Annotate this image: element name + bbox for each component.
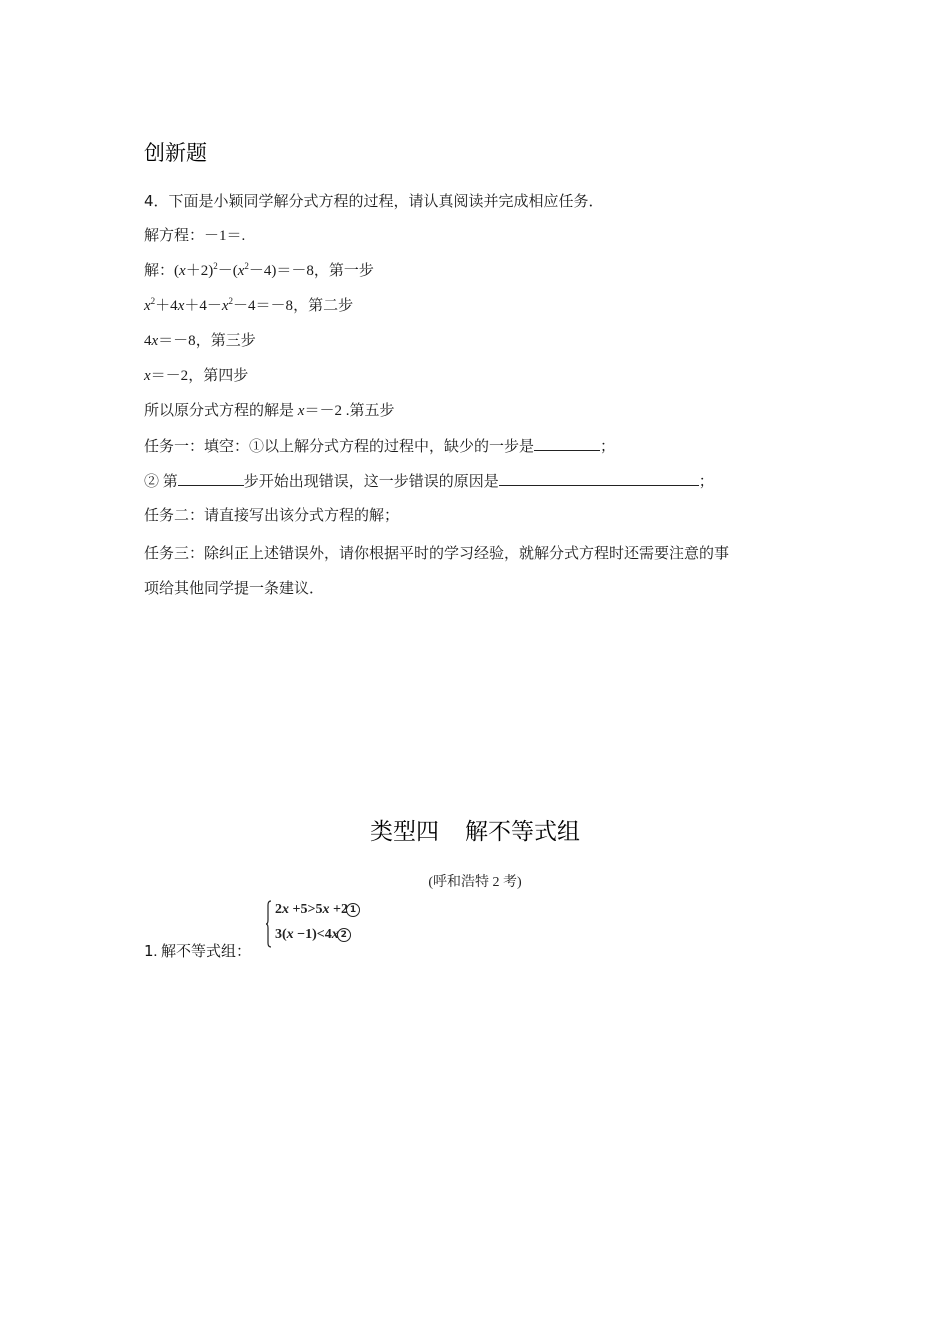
left-brace-icon <box>266 900 272 948</box>
step-label: ，第二步 <box>293 298 354 314</box>
punctuation: ； <box>600 439 616 455</box>
problem-number: 4 <box>144 192 154 210</box>
step-math: $(x+2)^2-(x^2-4)=-8$ <box>174 261 314 279</box>
section-title-part-b: 解不等式组 <box>465 819 580 845</box>
fill-blank-error-step[interactable] <box>178 471 244 486</box>
solution-step-2 <box>144 296 353 316</box>
step-math: x＝－2 <box>144 368 189 384</box>
step-math: x＝－2 <box>297 403 342 419</box>
step-label: ，第一步 <box>313 263 374 279</box>
task3-line2: 项给其他同学提一条建议． <box>144 581 325 597</box>
section-heading-innovation: 创新题 <box>144 141 207 165</box>
task1-line2 <box>144 471 714 492</box>
task1-text: 步开始出现错误，这一步错误的原因是 <box>243 474 499 490</box>
task1-text: 第 <box>159 474 178 490</box>
solution-step-5 <box>144 401 394 421</box>
problem4-intro <box>144 191 604 212</box>
fill-blank-missing-step[interactable] <box>534 436 600 451</box>
step-label: ，第三步 <box>195 333 256 349</box>
solution-step-4 <box>144 366 248 386</box>
step-label: ，第四步 <box>188 368 249 384</box>
inequality-system <box>266 900 396 952</box>
circled-number-1-icon: 1 <box>346 903 360 917</box>
task3-line1: 任务三：除纠正上述错误外，请你根据平时的学习经验，就解分式方程时还需要注意的事 <box>144 546 730 562</box>
circled-number-2: ② <box>144 474 160 490</box>
solution-step-3 <box>144 331 256 351</box>
task1-line1 <box>144 436 615 457</box>
equation-label: 解方程：－1＝. <box>144 228 246 244</box>
solution-step-1 <box>144 261 374 281</box>
inequality-2: 3(x −1)<4x 2 <box>275 927 351 943</box>
circled-number-2-icon: 2 <box>337 928 351 942</box>
step-prefix: 所以原分式方程的解是 <box>144 403 295 419</box>
problem4-intro-text: ．下面是小颖同学解分式方程的过程，请认真阅读并完成相应任务． <box>153 194 604 210</box>
inequality-1: 2x +5>5x +2 1 <box>275 902 360 918</box>
section-title-type4 <box>0 813 950 846</box>
problem1-label <box>144 940 251 961</box>
fill-blank-error-reason[interactable] <box>499 471 699 486</box>
problem1-text: . 解不等式组： <box>153 944 252 960</box>
punctuation: ； <box>698 474 714 490</box>
task2: 任务二：请直接写出该分式方程的解； <box>144 508 400 524</box>
step-math: 4x＝－8 <box>144 333 196 349</box>
problem-number: 1 <box>144 942 154 960</box>
section-subtitle: (呼和浩特 2 考) <box>428 875 522 890</box>
step-label: .第五步 <box>341 403 395 419</box>
step-math: $x^2+4x+4-x^2-4=-8$ <box>144 296 294 314</box>
section-title-part-a: 类型四 <box>370 819 439 845</box>
step-prefix: 解： <box>144 263 175 279</box>
task1-text: 任务一：填空：①以上解分式方程的过程中，缺少的一步是 <box>144 439 535 455</box>
